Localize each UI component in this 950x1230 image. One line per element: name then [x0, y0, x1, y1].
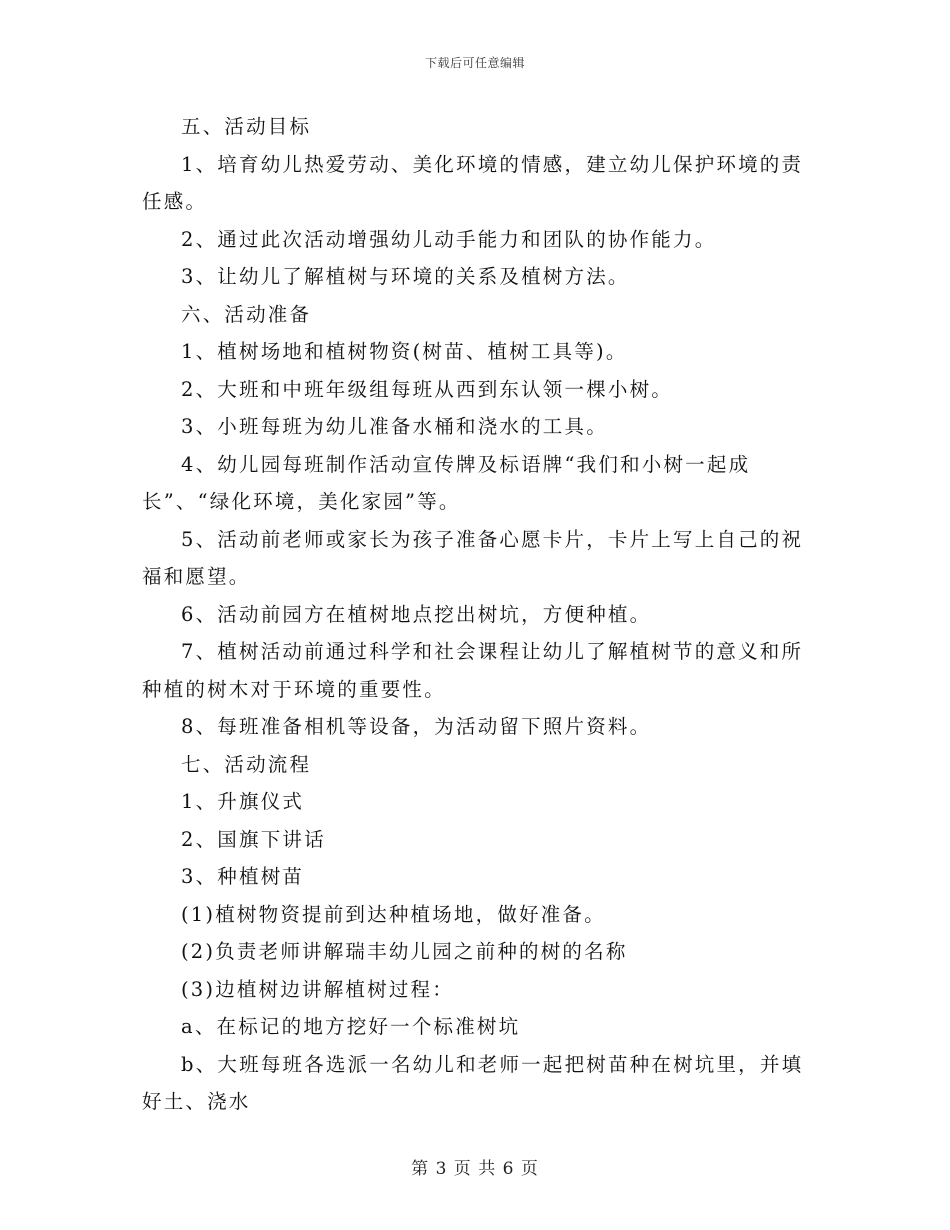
process-step-b: b、大班每班各选派一名幼儿和老师一起把树苗种在树坑里，并填好土、浇水 [142, 1052, 804, 1113]
document-body [142, 108, 812, 1121]
prep-item-3: 3、小班每班为幼儿准备水桶和浇水的工具。 [181, 415, 608, 438]
prep-item-6: 6、活动前园方在植树地点挖出树坑，方便种植。 [181, 602, 652, 626]
page-header: 下载后可任意编辑 [424, 56, 525, 70]
prep-item-5: 5、活动前老师或家长为孩子准备心愿卡片，卡片上写上自己的祝福和愿望。 [142, 527, 804, 588]
process-step-a: a、在标记的地方挖好一个标准树坑 [181, 1015, 521, 1038]
section-heading-goals: 五、活动目标 [181, 115, 312, 138]
prep-item-1: 1、植树场地和植树物资(树苗、植树工具等)。 [181, 340, 628, 363]
prep-item-4: 4、幼儿园每班制作活动宣传牌及标语牌“我们和小树一起成长”、“绿化环境，美化家园”等。 [142, 452, 751, 513]
goal-item-1: 1、培育幼儿热爱劳动、美化环境的情感，建立幼儿保护环境的责任感。 [142, 152, 804, 213]
section-heading-process: 七、活动流程 [181, 752, 312, 776]
process-subitem-2: (2)负责老师讲解瑞丰幼儿园之前种的树的名称 [181, 940, 628, 963]
page-footer: 第 3 页 共 6 页 [411, 1159, 539, 1179]
process-item-3: 3、种植树苗 [181, 865, 305, 888]
prep-item-2: 2、大班和中班年级组每班从西到东认领一棵小树。 [181, 377, 674, 401]
goal-item-3: 3、让幼儿了解植树与环境的关系及植树方法。 [181, 265, 630, 288]
process-subitem-1: (1)植树物资提前到达种植场地，做好准备。 [181, 902, 606, 926]
process-item-2: 2、国旗下讲话 [181, 827, 326, 851]
section-heading-preparation: 六、活动准备 [181, 302, 312, 326]
prep-item-8: 8、每班准备相机等设备，为活动留下照片资料。 [181, 715, 652, 738]
prep-item-7: 7、植树活动前通过科学和社会课程让幼儿了解植树节的意义和所种植的树木对于环境的重要性。 [142, 640, 804, 701]
process-subitem-3: (3)边植树边讲解植树过程： [181, 977, 454, 1001]
goal-item-2: 2、通过此次活动增强幼儿动手能力和团队的协作能力。 [181, 227, 717, 251]
process-item-1: 1、升旗仪式 [181, 790, 305, 813]
